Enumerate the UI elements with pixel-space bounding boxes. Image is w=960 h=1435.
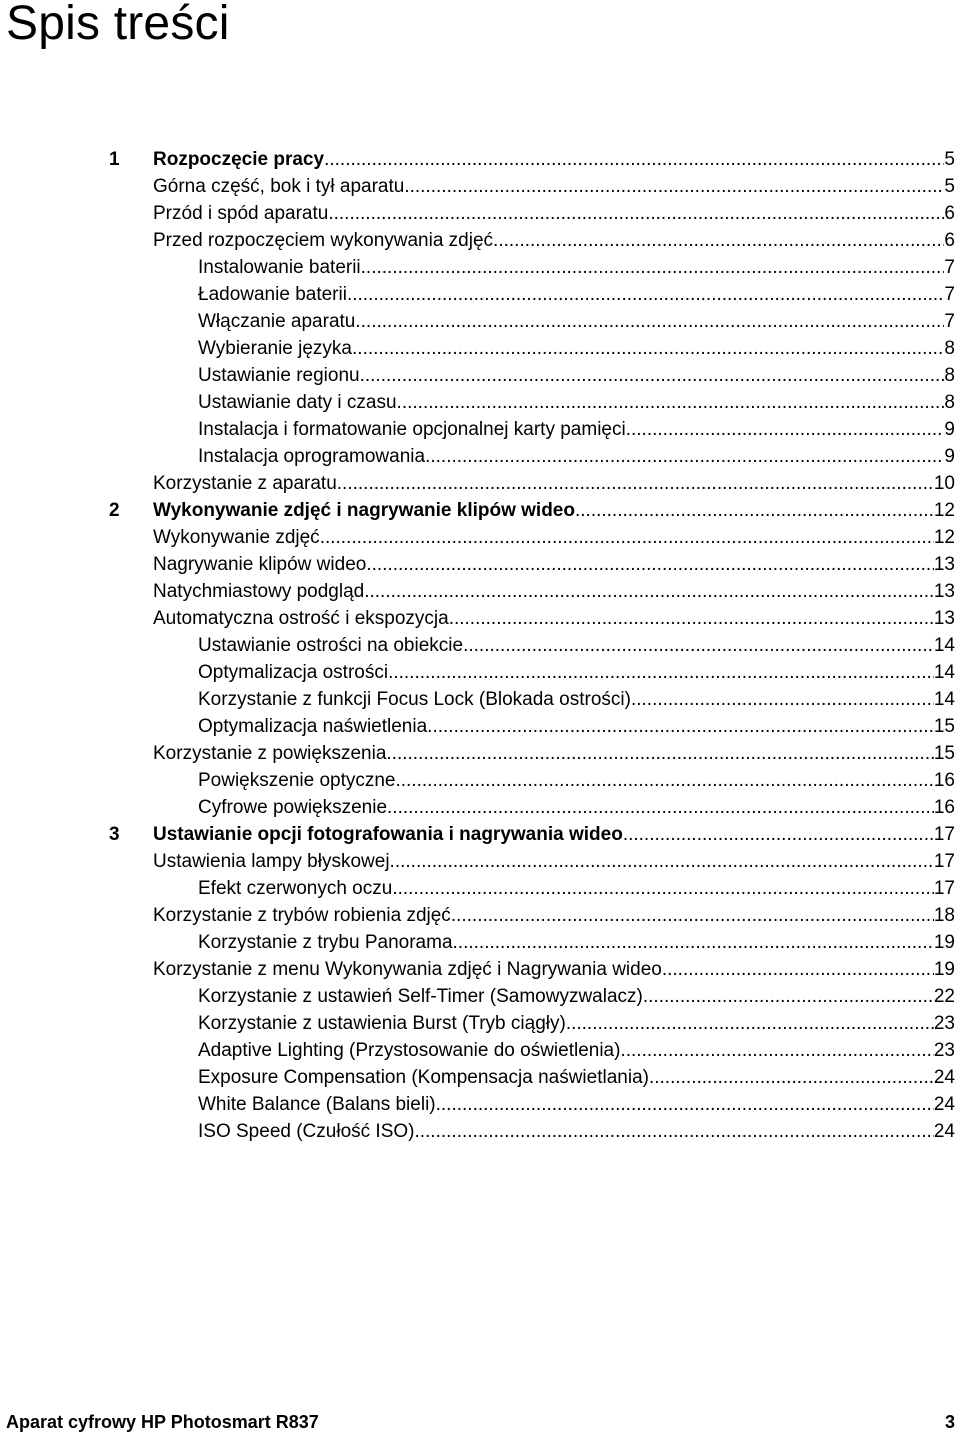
toc-entry[interactable] — [0, 929, 960, 956]
toc-page-number: 22 — [933, 986, 955, 1007]
toc-page-number: 7 — [944, 284, 955, 305]
toc-entry-line — [153, 605, 955, 632]
toc-entry[interactable] — [0, 1091, 960, 1118]
toc-entry[interactable] — [0, 389, 960, 416]
toc-entry[interactable] — [0, 740, 960, 767]
toc-entry-line — [153, 173, 955, 200]
toc-dot-leader — [366, 551, 934, 578]
toc-entry-label: Wykonywanie zdjęć — [153, 527, 320, 548]
page-title: Spis treści — [6, 0, 230, 50]
toc-entry-line — [153, 956, 955, 983]
toc-page-number: 16 — [933, 797, 955, 818]
toc-entry-line — [198, 308, 955, 335]
toc-entry-line — [198, 1064, 955, 1091]
toc-entry-label: Przed rozpoczęciem wykonywania zdjęć — [153, 230, 494, 251]
toc-entry-label: Włączanie aparatu — [198, 311, 356, 332]
toc-dot-leader — [425, 443, 944, 470]
toc-entry-label: Rozpoczęcie pracy — [153, 149, 325, 170]
toc-entry-label: Korzystanie z ustawienia Burst (Tryb ciągły) — [198, 1013, 566, 1034]
toc-page-number: 16 — [933, 770, 955, 791]
toc-entry-line — [198, 929, 955, 956]
toc-page-number: 24 — [933, 1094, 955, 1115]
toc-page-number: 12 — [933, 527, 955, 548]
toc-dot-leader — [649, 1064, 934, 1091]
toc-page-number: 10 — [933, 473, 955, 494]
toc-page-number: 7 — [944, 311, 955, 332]
toc-entry-line — [153, 524, 955, 551]
toc-dot-leader — [463, 632, 934, 659]
toc-entry-line — [153, 470, 955, 497]
toc-dot-leader — [347, 281, 944, 308]
toc-dot-leader — [575, 497, 934, 524]
toc-entry-label: ISO Speed (Czułość ISO) — [198, 1121, 415, 1142]
toc-entry-label: Górna część, bok i tył aparatu — [153, 176, 405, 197]
toc-entry[interactable] — [0, 254, 960, 281]
toc-entry-line — [198, 1010, 955, 1037]
toc-entry-label: Przód i spód aparatu — [153, 203, 329, 224]
toc-entry-label: Ustawianie ostrości na obiekcie — [198, 635, 464, 656]
toc-entry-label: Instalacja oprogramowania — [198, 446, 426, 467]
toc-chapter-entry[interactable] — [0, 497, 960, 524]
toc-entry-line — [198, 389, 955, 416]
toc-entry-label: Natychmiastowy podgląd — [153, 581, 365, 602]
toc-dot-leader — [324, 146, 944, 173]
toc-entry[interactable] — [0, 524, 960, 551]
toc-page-number: 8 — [944, 338, 955, 359]
toc-dot-leader — [493, 227, 944, 254]
toc-dot-leader — [397, 389, 945, 416]
toc-entry-line — [198, 1091, 955, 1118]
toc-chapter-number: 2 — [109, 500, 120, 521]
toc-page-number: 17 — [933, 851, 955, 872]
toc-page-number: 13 — [933, 608, 955, 629]
toc-entry[interactable] — [0, 713, 960, 740]
toc-entry-line — [198, 335, 955, 362]
toc-page-number: 5 — [944, 149, 955, 170]
toc-entry-line — [198, 281, 955, 308]
toc-entry-label: Korzystanie z aparatu — [153, 473, 337, 494]
toc-entry[interactable] — [0, 1037, 960, 1064]
toc-entry-line — [153, 551, 955, 578]
toc-page-number: 6 — [944, 230, 955, 251]
toc-entry-line — [198, 659, 955, 686]
footer-page-number: 3 — [944, 1412, 955, 1432]
toc-entry-label: Ustawianie daty i czasu — [198, 392, 397, 413]
toc-entry[interactable] — [0, 173, 960, 200]
toc-page-number: 24 — [933, 1067, 955, 1088]
toc-dot-leader — [414, 1118, 933, 1145]
toc-dot-leader — [387, 794, 934, 821]
toc-page-number: 14 — [933, 689, 955, 710]
toc-dot-leader — [364, 578, 934, 605]
toc-entry-label: Ustawienia lampy błyskowej — [153, 851, 390, 872]
toc-entry-line — [198, 443, 955, 470]
toc-page-number: 23 — [933, 1040, 955, 1061]
toc-dot-leader — [396, 767, 934, 794]
toc-entry[interactable] — [0, 470, 960, 497]
toc-dot-leader — [662, 956, 934, 983]
toc-entry-label: Wykonywanie zdjęć i nagrywanie klipów wideo — [153, 500, 575, 521]
toc-dot-leader — [620, 1037, 933, 1064]
toc-entry[interactable] — [0, 983, 960, 1010]
toc-page-number: 18 — [933, 905, 955, 926]
toc-entry-label: Adaptive Lighting (Przystosowanie do oświetlenia) — [198, 1040, 621, 1061]
toc-page-number: 14 — [933, 635, 955, 656]
toc-entry-label: Ładowanie baterii — [198, 284, 347, 305]
toc-dot-leader — [360, 362, 945, 389]
toc-entry-line — [198, 632, 955, 659]
toc-dot-leader — [337, 470, 934, 497]
toc-entry-line — [153, 578, 955, 605]
toc-entry-line — [153, 848, 955, 875]
toc-page-number: 7 — [944, 257, 955, 278]
toc-entry-label: Optymalizacja naświetlenia — [198, 716, 428, 737]
toc-entry[interactable] — [0, 578, 960, 605]
toc-dot-leader — [643, 983, 934, 1010]
toc-entry-label: Korzystanie z funkcji Focus Lock (Blokada ostrości) — [198, 689, 631, 710]
footer-product-name: Aparat cyfrowy HP Photosmart R837 — [6, 1412, 319, 1432]
toc-dot-leader — [404, 173, 944, 200]
toc-entry[interactable] — [0, 308, 960, 335]
toc-entry[interactable] — [0, 1010, 960, 1037]
toc-entry[interactable] — [0, 1118, 960, 1145]
toc-dot-leader — [453, 929, 934, 956]
toc-entry-label: Automatyczna ostrość i ekspozycja — [153, 608, 449, 629]
toc-entry-label: Instalowanie baterii — [198, 257, 361, 278]
toc-entry[interactable] — [0, 443, 960, 470]
toc-entry-line — [153, 902, 955, 929]
toc-dot-leader — [388, 659, 934, 686]
toc-dot-leader — [355, 308, 944, 335]
toc-entry-label: Korzystanie z powiększenia — [153, 743, 387, 764]
toc-entry-line — [153, 740, 955, 767]
toc-entry[interactable] — [0, 794, 960, 821]
toc-entry[interactable] — [0, 848, 960, 875]
toc-page-number: 19 — [933, 959, 955, 980]
toc-entry[interactable] — [0, 551, 960, 578]
toc-dot-leader — [436, 1091, 934, 1118]
toc-entry-line — [198, 686, 955, 713]
toc-entry[interactable] — [0, 686, 960, 713]
toc-entry[interactable] — [0, 659, 960, 686]
toc-entry[interactable] — [0, 605, 960, 632]
toc-dot-leader — [390, 848, 934, 875]
toc-entry-line — [153, 227, 955, 254]
toc-entry-line — [153, 821, 955, 848]
toc-entry[interactable] — [0, 200, 960, 227]
toc-page-number: 14 — [933, 662, 955, 683]
toc-dot-leader — [623, 821, 934, 848]
toc-entry[interactable] — [0, 281, 960, 308]
toc-entry-line — [153, 200, 955, 227]
toc-entry-label: Exposure Compensation (Kompensacja naświetlania) — [198, 1067, 649, 1088]
toc-entry[interactable] — [0, 956, 960, 983]
toc-page-number: 9 — [944, 419, 955, 440]
toc-entry-label: Korzystanie z trybów robienia zdjęć — [153, 905, 451, 926]
toc-page-number: 12 — [933, 500, 955, 521]
toc-page-number: 13 — [933, 554, 955, 575]
toc-entry-line — [198, 875, 955, 902]
toc-chapter-entry[interactable] — [0, 146, 960, 173]
toc-entry[interactable] — [0, 632, 960, 659]
toc-entry-line — [198, 362, 955, 389]
toc-entry-line — [198, 794, 955, 821]
toc-entry-label: Wybieranie języka — [198, 338, 353, 359]
toc-entry-line — [198, 983, 955, 1010]
toc-page-number: 15 — [933, 716, 955, 737]
toc-entry[interactable] — [0, 227, 960, 254]
toc-entry-label: Optymalizacja ostrości — [198, 662, 389, 683]
toc-entry-line — [198, 416, 955, 443]
toc-page-number: 17 — [933, 878, 955, 899]
toc-entry-label: Efekt czerwonych oczu — [198, 878, 393, 899]
toc-dot-leader — [566, 1010, 934, 1037]
toc-entry-label: White Balance (Balans bieli) — [198, 1094, 436, 1115]
toc-entry-line — [153, 146, 955, 173]
toc-entry[interactable] — [0, 902, 960, 929]
toc-entry-label: Ustawianie opcji fotografowania i nagrywania wideo — [153, 824, 623, 845]
toc-entry[interactable] — [0, 875, 960, 902]
toc-page-number: 8 — [944, 365, 955, 386]
toc-page-number: 6 — [944, 203, 955, 224]
toc-entry-label: Powiększenie optyczne — [198, 770, 396, 791]
toc-page-number: 5 — [944, 176, 955, 197]
toc-entry-label: Korzystanie z ustawień Self-Timer (Samowyzwalacz) — [198, 986, 643, 1007]
toc-chapter-number: 1 — [109, 149, 120, 170]
table-of-contents — [0, 146, 960, 1145]
toc-dot-leader — [320, 524, 934, 551]
toc-dot-leader — [386, 740, 933, 767]
toc-page-number: 8 — [944, 392, 955, 413]
toc-dot-leader — [352, 335, 944, 362]
toc-entry-line — [198, 713, 955, 740]
toc-page-number: 17 — [933, 824, 955, 845]
toc-page-number: 15 — [933, 743, 955, 764]
toc-entry[interactable] — [0, 767, 960, 794]
toc-entry[interactable] — [0, 416, 960, 443]
toc-dot-leader — [631, 686, 934, 713]
toc-dot-leader — [451, 902, 934, 929]
toc-dot-leader — [449, 605, 934, 632]
toc-entry-line — [198, 1037, 955, 1064]
toc-entry-label: Instalacja i formatowanie opcjonalnej karty pamięci — [198, 419, 626, 440]
toc-entry-line — [198, 767, 955, 794]
toc-entry-label: Nagrywanie klipów wideo — [153, 554, 367, 575]
toc-page-number: 9 — [944, 446, 955, 467]
toc-entry-label: Korzystanie z menu Wykonywania zdjęć i Nagrywania wideo — [153, 959, 662, 980]
toc-dot-leader — [392, 875, 934, 902]
toc-dot-leader — [427, 713, 934, 740]
toc-entry[interactable] — [0, 1064, 960, 1091]
toc-dot-leader — [626, 416, 945, 443]
toc-page-number: 19 — [933, 932, 955, 953]
toc-entry-label: Korzystanie z trybu Panorama — [198, 932, 453, 953]
toc-dot-leader — [361, 254, 945, 281]
toc-entry-label: Ustawianie regionu — [198, 365, 360, 386]
toc-chapter-number: 3 — [109, 824, 120, 845]
toc-dot-leader — [328, 200, 944, 227]
toc-entry-line — [153, 497, 955, 524]
toc-entry-line — [198, 254, 955, 281]
toc-entry-line — [198, 1118, 955, 1145]
toc-page-number: 23 — [933, 1013, 955, 1034]
toc-page-number: 13 — [933, 581, 955, 602]
toc-entry[interactable] — [0, 362, 960, 389]
toc-entry-label: Cyfrowe powiększenie — [198, 797, 388, 818]
toc-entry[interactable] — [0, 335, 960, 362]
toc-page-number: 24 — [933, 1121, 955, 1142]
toc-chapter-entry[interactable] — [0, 821, 960, 848]
